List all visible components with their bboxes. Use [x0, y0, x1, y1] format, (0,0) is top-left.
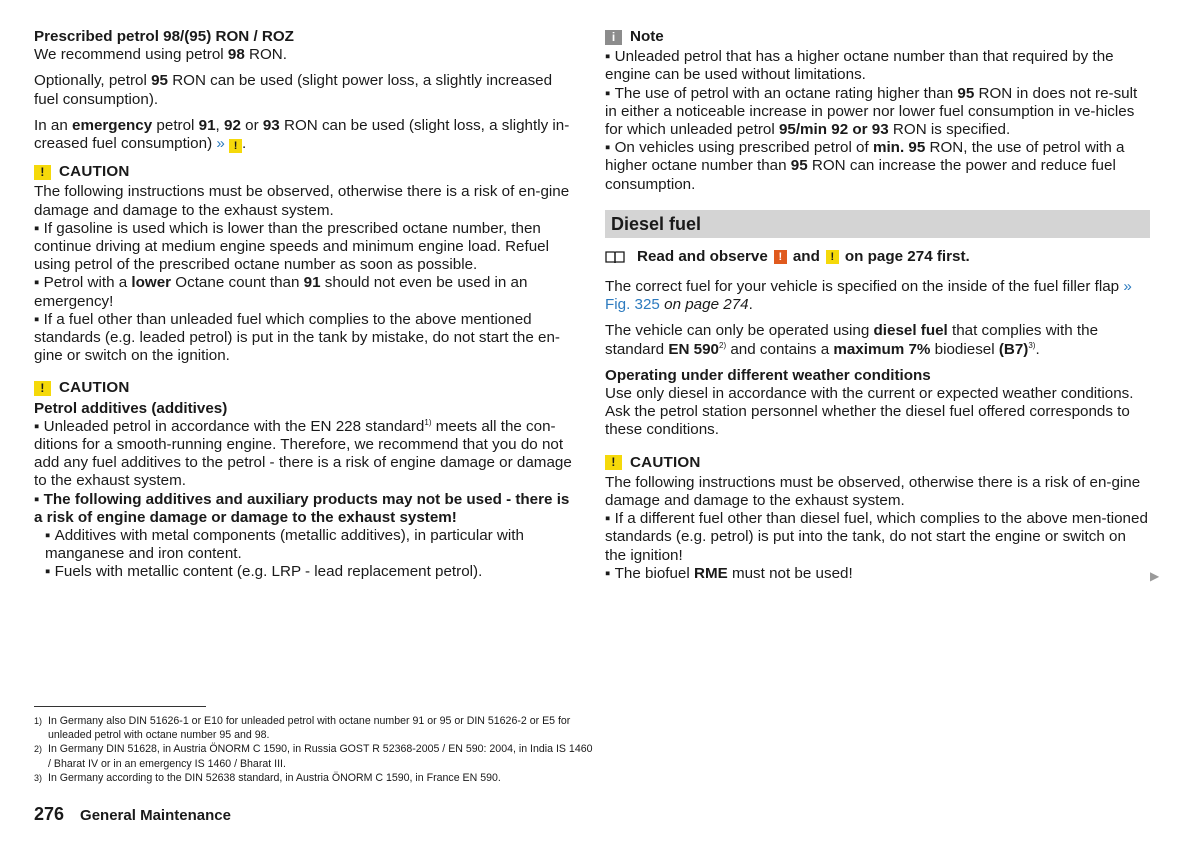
left-column	[34, 28, 574, 582]
weather-text: Use only diesel in accordance with the current or expected weather conditions. Ask the petrol station personnel whether the diesel fuel offered corresponds to these conditions.	[605, 385, 1134, 439]
warning-link[interactable]: »	[216, 135, 225, 153]
caution-bullet: ▪ If a fuel other than unleaded fuel which complies to the above mentioned standards (e.g. leaded petrol) is put in the tank by mistake, do not start the en-gine or switch on the ignition.	[34, 311, 574, 366]
footnote-divider	[34, 706, 206, 707]
caution-subhead: Petrol additives (additives)	[34, 399, 228, 417]
caution-bullet: ▪ If gasoline is used which is lower than the prescribed octane number, then continue driving at medium engine speeds and minimum engine load. Refuel using petrol of the prescribed octane number as soon as possible.	[34, 220, 574, 275]
caution-bullet: ▪ The biofuel RME must not be used!	[605, 565, 1150, 583]
footnote: 3) In Germany according to the DIN 52638 standard, in Austria ÖNORM C 1590, in France EN 590.	[34, 771, 501, 784]
read-and-observe-line: Read and observe ! and ! on page 274 first.	[605, 248, 1150, 266]
right-column	[605, 28, 1150, 583]
caution-heading: ! CAUTION	[34, 379, 574, 397]
optional-text: Optionally, petrol 95 RON can be used (slight power loss, a slightly increased fuel consumption).	[34, 72, 553, 108]
book-icon	[605, 250, 625, 264]
caution-intro: The following instructions must be observed, otherwise there is a risk of en-gine damage and damage to the exhaust system.	[605, 473, 1141, 510]
caution-bullet: ▪ Unleaded petrol in accordance with the EN 228 standard$^{1)}$ meets all the con-ditions for a smooth-running engine. Therefore, we recommend that you do not add any fuel additives to the petrol - there is a risk of engine damage or damage to the exhaust system.	[34, 418, 574, 491]
fuel-flap-text: The correct fuel for your vehicle is specified on the inside of the fuel filler flap » Fig. 325 on page 274.	[605, 278, 1132, 314]
warning-icon[interactable]: !	[826, 250, 839, 264]
danger-icon[interactable]: !	[774, 250, 787, 264]
page-number: 276	[34, 804, 65, 824]
caution-bullet: ▪ Petrol with a lower Octane count than 91 should not even be used in an emergency!	[34, 274, 574, 310]
page-footer	[34, 805, 231, 825]
note-bullet: ▪ On vehicles using prescribed petrol of min. 95 RON, the use of petrol with a higher octane number than 95 RON can increase the power and reduce fuel consumption.	[605, 139, 1150, 194]
recommend-text: We recommend using petrol 98 RON.	[34, 46, 287, 64]
note-heading: i Note	[605, 28, 1150, 46]
caution-heading: ! CAUTION	[605, 454, 1150, 472]
figure-link[interactable]: » Fig. 325	[605, 278, 1132, 314]
info-icon: i	[605, 30, 622, 45]
warning-icon: !	[605, 455, 622, 470]
footnote: 1) In Germany also DIN 51626-1 or E10 for unleaded petrol with octane number 91 or 95 or DIN 51626-2 or E5 for unleaded petrol with octane number 95 and 98.	[34, 715, 571, 742]
caution-sub-bullet: ▪ Additives with metal components (metallic additives), in particular with manganese and iron content.	[34, 527, 574, 563]
caution-bullet: ▪ The following additives and auxiliary products may not be used - there is a risk of engine damage or damage to the exhaust system!	[34, 491, 574, 527]
caution-intro: The following instructions must be observed, otherwise there is a risk of en-gine damage and damage to the exhaust system.	[34, 183, 570, 219]
section-title-diesel: Diesel fuel	[605, 210, 1150, 238]
warning-icon: !	[34, 165, 51, 180]
diesel-standard-text: The vehicle can only be operated using diesel fuel that complies with the standard EN 590$^{2)}$ and contains a maximum 7% biodiesel $(B7)^{3)}$.	[605, 322, 1099, 358]
caution-sub-bullet: ▪ Fuels with metallic content (e.g. LRP - lead replacement petrol).	[34, 563, 574, 581]
warning-icon: !	[34, 381, 51, 396]
footnote: 2) In Germany DIN 51628, in Austria ÖNORM C 1590, in Russia GOST R 52368-2005 / EN 590: 2004, in India IS 1460 / Bharat IV or in an emergency IS 1460 / Bharat III.	[34, 743, 593, 770]
section-heading: Prescribed petrol 98/(95) RON / ROZ	[34, 28, 294, 45]
footnotes	[34, 714, 594, 785]
caution-bullet: ▪ If a different fuel other than diesel fuel, which complies to the above men-tioned standards (e.g. petrol) is put into the tank, do not start the engine or switch on the ignition!	[605, 510, 1150, 565]
chapter-title: General Maintenance	[80, 807, 231, 824]
note-bullet: ▪ The use of petrol with an octane rating higher than 95 RON in does not re-sult in either a noticeable increase in power nor lower fuel consumption in ve-hicles for which unleaded petrol 95/min 92 or 93 RON is specified.	[605, 85, 1150, 140]
caution-heading: ! CAUTION	[34, 163, 574, 181]
weather-heading: Operating under different weather conditions	[605, 366, 931, 384]
note-bullet: ▪ Unleaded petrol that has a higher octane number than that required by the engine can be used without limitations.	[605, 48, 1150, 84]
emergency-text: In an emergency petrol 91, 92 or 93 RON can be used (slight loss, a slightly in-creased fuel consumption) » ! .	[34, 116, 570, 153]
warning-icon: !	[229, 139, 242, 153]
continue-arrow-icon: ▶	[1150, 569, 1160, 583]
